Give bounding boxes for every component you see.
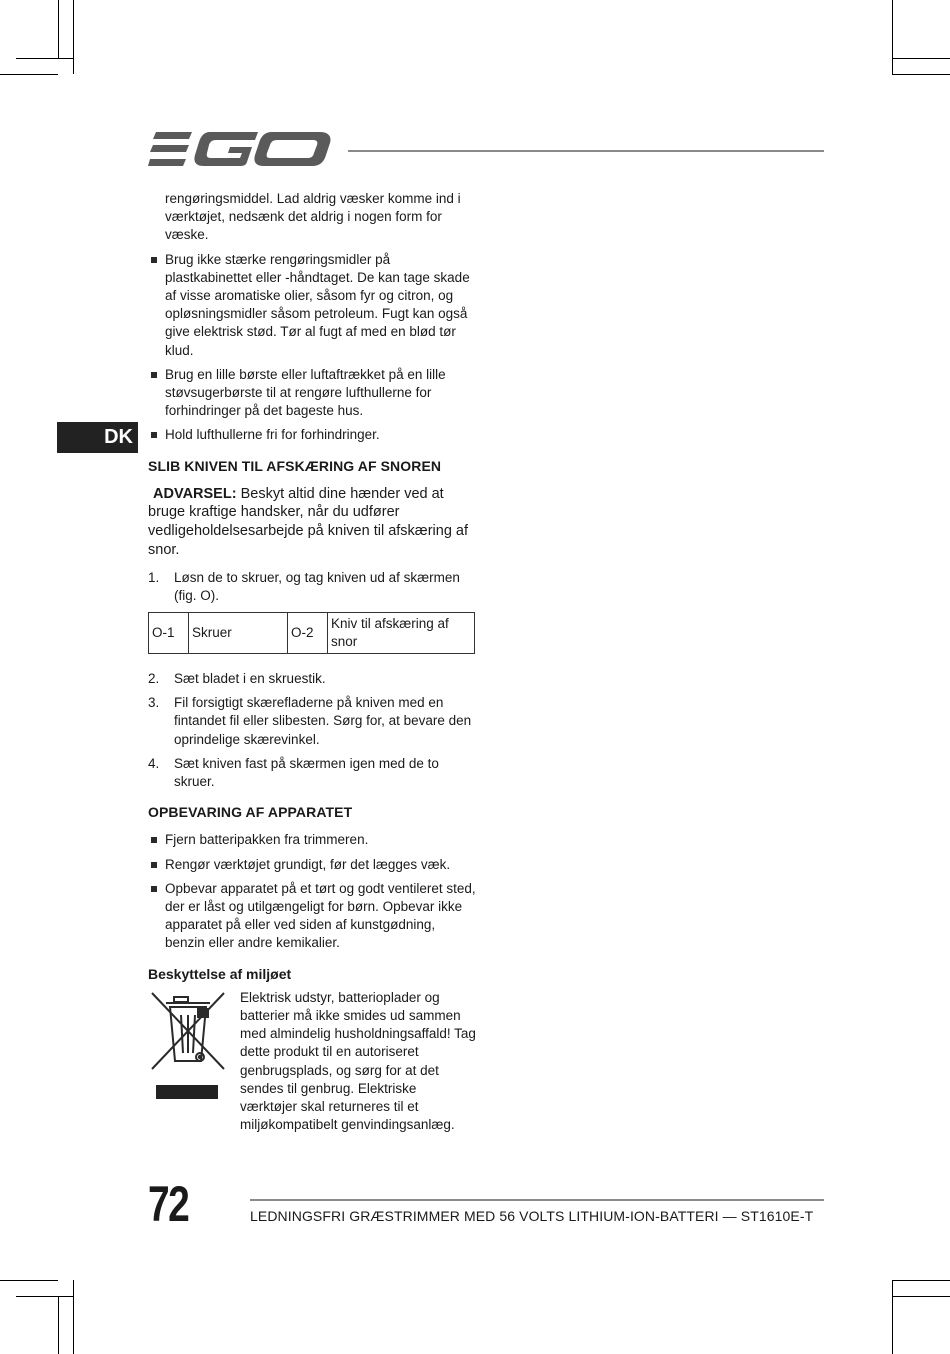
crop-mark [892,0,893,74]
crop-mark [58,0,59,58]
table-cell: Skruer [189,612,288,653]
warning-label: ADVARSEL: [153,485,237,502]
list-item: Rengør værktøjet grundigt, før det lægges væk. [148,856,476,874]
crop-mark [0,74,58,75]
crop-mark [73,0,74,74]
environment-text: Elektrisk udstyr, batterioplader og batterier må ikke smides ud sammen med almindelig husholdningsaffald! Tag dette produkt til en autoriseret genbrugsplads, og sørg for at det sendes til genbrug. Elektriske værktøjer skal returneres til et miljøkompatibelt genvindingsanlæg. [240,989,476,1133]
list-item [148,694,476,749]
crop-mark [58,1296,59,1354]
steps-list [148,569,476,605]
list-item: Fjern batteripakken fra trimmeren. [148,831,476,849]
crop-mark [892,1296,950,1297]
crop-mark [16,1296,74,1297]
environment-block [148,989,476,1135]
ego-logo [148,128,332,172]
step-text: Løsn de to skruer, og tag kniven ud af skærmen (fig. O). [174,570,460,604]
page-number: 72 [148,1176,189,1232]
warning-icon [148,485,149,499]
step-text: Sæt kniven fast på skærmen igen med de to skruer. [174,755,439,790]
step-number: 2. [148,671,160,687]
list-item: Brug en lille børste eller luftaftrækket på en lille støvsugerbørste til at rengøre lufthullerne for forhindringer på det bageste hus. [148,366,476,421]
crossed-out-wheelie-bin-icon [148,989,228,1101]
table-row [149,612,475,653]
section-heading-sharpen: SLIB KNIVEN TIL AFSKÆRING AF SNOREN [148,457,442,474]
crop-mark [16,58,74,59]
list-item: Brug ikke stærke rengøringsmidler på plastkabinettet eller -håndtaget. De kan tage skade af visse aromatiske olier, såsom fyr og citron, og opløsningsmidler såsom petroleum. Fugt kan også give elektrisk stød. Tør al fugt af med en blød tør klud. [148,251,476,360]
section-heading-storage: OPBEVARING AF APPARATET [148,804,353,821]
header-rule [348,150,824,152]
table-cell: O-2 [288,612,328,653]
cleaning-list [148,251,476,445]
crop-mark [0,1280,58,1281]
section-heading-environment: Beskyttelse af miljøet [148,965,292,982]
env-icon-wrap [148,989,240,1135]
list-item [148,755,476,791]
list-item [148,569,476,605]
crop-mark [892,74,950,75]
warning-text: Beskyt altid dine hænder ved at bruge kraftige handsker, når du udfører vedligeholdelsesarbejde på kniven til afskæring af snor. [148,485,468,558]
intro-continuation: rengøringsmiddel. Lad aldrig væsker komme ind i værktøjet, nedsænk det aldrig i nogen form for væske. [165,191,461,243]
list-item [148,670,476,688]
crop-mark [892,1280,950,1281]
step-text: Fil forsigtigt skærefladerne på kniven med en fintandet fil eller slibesten. Sørg for, at bevare den oprindelige skærevinkel. [174,695,472,747]
step-number: 3. [148,695,160,711]
step-number: 1. [148,570,160,586]
step-number: 4. [148,755,160,771]
crop-mark [892,58,950,59]
steps-list [148,670,476,791]
storage-list [148,831,476,952]
footer-title: LEDNINGSFRI GRÆSTRIMMER MED 56 VOLTS LITHIUM-ION-BATTERI — ST1610E-T [250,1208,814,1224]
list-item: Opbevar apparatet på et tørt og godt ventileret sted, der er låst og utilgængeligt for børn. Opbevar ikke apparatet på eller ved siden af kunstgødning, benzin eller andre kemikalier. [148,880,476,953]
table-cell: Kniv til afskæring af snor [328,612,475,653]
warning-paragraph [148,485,476,559]
footer-rule [250,1199,824,1201]
step-text: Sæt bladet i en skruestik. [174,671,326,687]
crop-mark [73,1280,74,1354]
language-tab: DK [57,422,138,453]
main-column [148,190,476,1135]
crop-mark [892,1280,893,1354]
parts-table [148,612,475,654]
list-item: Hold lufthullerne fri for forhindringer. [148,426,476,444]
table-cell: O-1 [149,612,189,653]
